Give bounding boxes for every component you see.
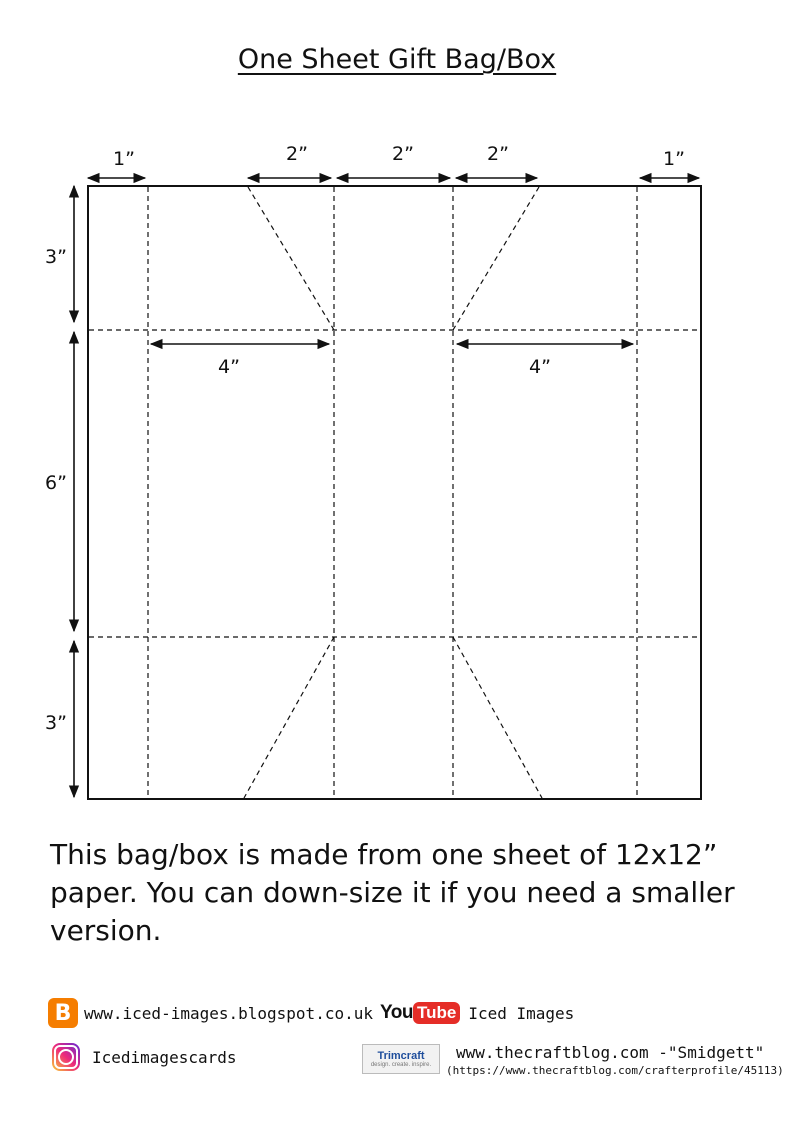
side-measurement-label: 6” <box>45 472 67 494</box>
youtube-link[interactable] <box>380 1002 574 1024</box>
trimcraft-logo-text: Trimcraft <box>377 1050 425 1062</box>
instagram-link[interactable] <box>52 1043 237 1071</box>
sheet-outline <box>88 186 701 799</box>
trimcraft-tagline: design. create. inspire. <box>370 1062 432 1068</box>
youtube-logo-tube: Tube <box>413 1002 460 1024</box>
top-measurement-label: 2” <box>392 143 414 165</box>
page-title: One Sheet Gift Bag/Box <box>237 44 557 75</box>
craftblog-link[interactable] <box>446 1043 784 1077</box>
description-text: This bag/box is made from one sheet of 12x12” paper. You can down-size it if you need a smaller version. <box>50 838 735 947</box>
youtube-channel-name: Iced Images <box>468 1003 575 1023</box>
fold-line-diagonal <box>453 637 542 798</box>
side-measurement-label: 3” <box>45 246 67 268</box>
craftblog-text: www.thecraftblog.com -"Smidgett" <box>456 1043 765 1062</box>
inner-measurement-label: 4” <box>218 356 240 378</box>
instagram-handle: Icedimagescards <box>92 1047 237 1067</box>
inner-measurement-label: 4” <box>529 356 551 378</box>
blog-url: www.iced-images.blogspot.co.uk <box>84 1003 373 1023</box>
blog-link[interactable] <box>48 998 373 1028</box>
top-measurement-label: 1” <box>663 148 685 170</box>
instagram-icon <box>52 1043 80 1071</box>
top-measurement-label: 1” <box>113 148 135 170</box>
youtube-logo-you: You <box>380 1002 413 1023</box>
side-measurement-label: 3” <box>45 712 67 734</box>
fold-line-diagonal <box>244 637 334 798</box>
top-measurement-label: 2” <box>286 143 308 165</box>
fold-line-diagonal <box>453 187 539 330</box>
craftblog-url: (https://www.thecraftblog.com/crafterprofile/45113) <box>446 1064 784 1077</box>
top-measurement-label: 2” <box>487 143 509 165</box>
trimcraft-logo <box>362 1044 454 1074</box>
blogger-icon: B <box>48 998 78 1028</box>
fold-line-diagonal <box>248 187 334 330</box>
